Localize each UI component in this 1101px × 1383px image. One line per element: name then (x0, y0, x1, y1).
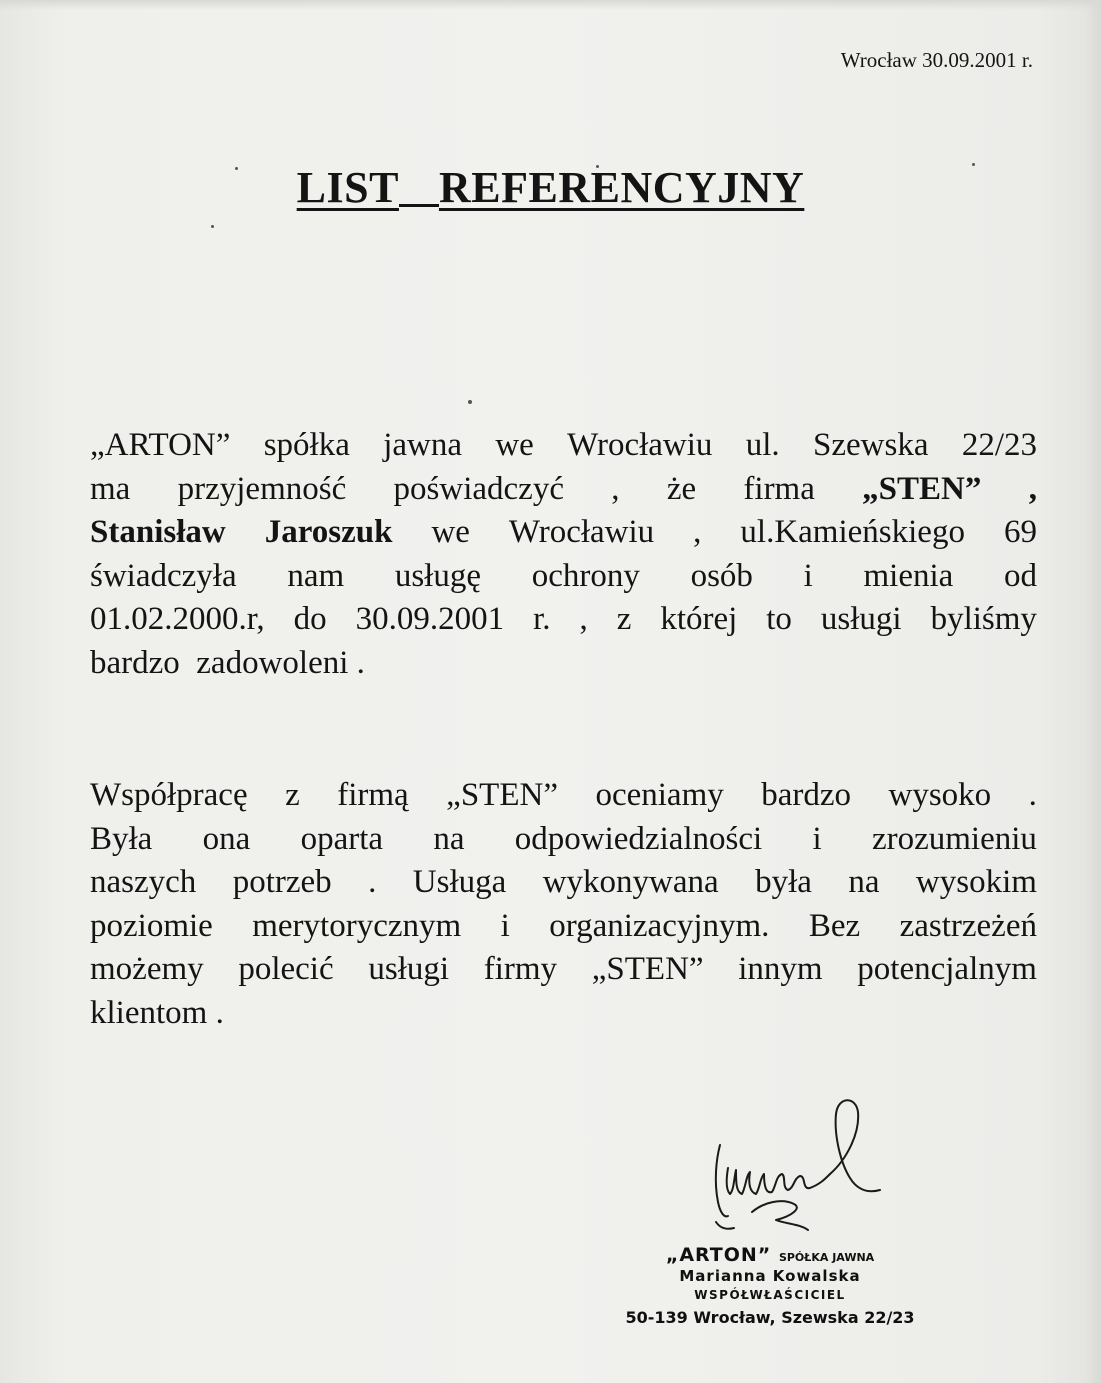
word: spółka (263, 427, 350, 463)
word: z (616, 601, 632, 637)
word: zastrzeżeń (899, 907, 1037, 944)
word: z (285, 777, 300, 813)
word: bardzo (761, 777, 852, 813)
word: wysokim (915, 864, 1037, 900)
word: której (660, 601, 738, 637)
stamp-company: „ARTON” (665, 1244, 772, 1266)
word: Szewska (813, 427, 929, 463)
title-word-2: REFERENCYJNY (438, 163, 805, 212)
scan-shadow-top (0, 0, 1101, 10)
stamp-company-line (600, 1244, 940, 1266)
word: usługi (820, 601, 902, 637)
word: jawna (383, 427, 463, 463)
word: „STEN” (591, 951, 704, 987)
word: polecić (238, 951, 334, 987)
paragraph-line (90, 948, 1037, 992)
word: oceniamy (595, 777, 724, 813)
word: i (803, 557, 813, 594)
word: innym (738, 951, 823, 987)
paragraph-line (90, 861, 1037, 905)
word: firma (743, 470, 815, 507)
word: , (611, 470, 620, 507)
word: 69 (1003, 514, 1037, 550)
paragraph-line (90, 818, 1037, 862)
stamp-role: WSPÓŁWŁAŚCICIEL (694, 1288, 846, 1302)
word: Bez (808, 907, 861, 944)
paragraph-line (90, 468, 1037, 512)
title-word-1: LIST (296, 163, 399, 212)
title-underline-gap (399, 204, 439, 207)
word: 01.02.2000.r, (90, 601, 265, 637)
word: ul.Kamieńskiego (740, 514, 965, 550)
word: była (755, 864, 812, 900)
paragraph-last-line: klientom . (90, 994, 224, 1031)
word: ona (202, 820, 251, 857)
word: przyjemność (177, 470, 347, 507)
person-last-name: Jaroszuk (264, 514, 393, 550)
person-first-name: Stanisław (90, 514, 226, 550)
word: r. (533, 601, 551, 637)
word: oparta (300, 820, 384, 857)
word: mienia (863, 557, 954, 594)
word: „ARTON” (90, 427, 231, 463)
word: , (1028, 470, 1037, 507)
word: . (368, 864, 377, 900)
word: potrzeb (232, 864, 332, 900)
paragraph-line (90, 642, 1037, 686)
word: możemy (90, 951, 204, 987)
paragraph-line (90, 905, 1037, 949)
word: odpowiedzialności (514, 820, 763, 857)
word: świadczyła (90, 557, 237, 594)
paragraph-line (90, 555, 1037, 599)
word: na (848, 864, 880, 900)
word: wysoko (888, 777, 992, 813)
word: . (1028, 777, 1037, 813)
word: nam (287, 557, 345, 594)
word: firmą (337, 777, 409, 813)
word: byliśmy (930, 601, 1037, 637)
paragraph-line (90, 511, 1037, 555)
word: Była (90, 820, 153, 857)
word: że (666, 470, 697, 507)
word: do (293, 601, 327, 637)
word: Współpracę (90, 777, 248, 813)
paragraph-last-line: bardzo zadowoleni . (90, 644, 365, 681)
word: poziomie (90, 907, 213, 944)
word: od (1004, 557, 1037, 594)
word: „STEN” (446, 777, 558, 813)
letter-date: Wrocław 30.09.2001 r. (840, 48, 1033, 72)
word: usługi (368, 951, 450, 987)
word: ul. (745, 427, 780, 463)
word: i (500, 907, 510, 944)
scan-speck (468, 400, 472, 404)
letter-title (0, 162, 1101, 213)
word: 22/23 (961, 427, 1037, 463)
paragraph-line (90, 774, 1037, 818)
paragraph-line (90, 424, 1037, 468)
word: 30.09.2001 (355, 601, 505, 637)
word: firmy (483, 951, 558, 987)
word: to (766, 601, 792, 637)
word: merytorycznym (252, 907, 462, 944)
scan-speck (211, 225, 214, 228)
word: , (693, 514, 702, 550)
word: na (433, 820, 465, 857)
word: Wrocławiu (508, 514, 655, 550)
stamp-company-type: SPÓŁKA JAWNA (778, 1251, 875, 1264)
paragraph-evaluation (90, 774, 1037, 1035)
word: ochrony (531, 557, 640, 594)
paragraph-line (90, 992, 1037, 1036)
handwritten-signature-icon (690, 1090, 910, 1240)
company-name-bold: „STEN” (862, 470, 982, 507)
stamp-name: Marianna Kowalska (679, 1267, 861, 1285)
word: zrozumieniu (871, 820, 1037, 857)
word: osób (690, 557, 753, 594)
word: Usługa (412, 864, 507, 900)
word: potencjalnym (857, 951, 1037, 987)
word: wykonywana (542, 864, 719, 900)
company-stamp (600, 1244, 940, 1327)
word: , (579, 601, 588, 637)
word: ma (90, 470, 131, 507)
word: Wrocławiu (567, 427, 713, 463)
paragraph-line (90, 598, 1037, 642)
word: poświadczyć (393, 470, 564, 507)
word: naszych (90, 864, 197, 900)
word: we (431, 514, 470, 550)
word: usługę (394, 557, 482, 594)
word: we (495, 427, 534, 463)
word: i (812, 820, 822, 857)
word: organizacyjnym. (549, 907, 770, 944)
stamp-address: 50-139 Wrocław, Szewska 22/23 (625, 1308, 915, 1327)
paragraph-reference (90, 424, 1037, 685)
